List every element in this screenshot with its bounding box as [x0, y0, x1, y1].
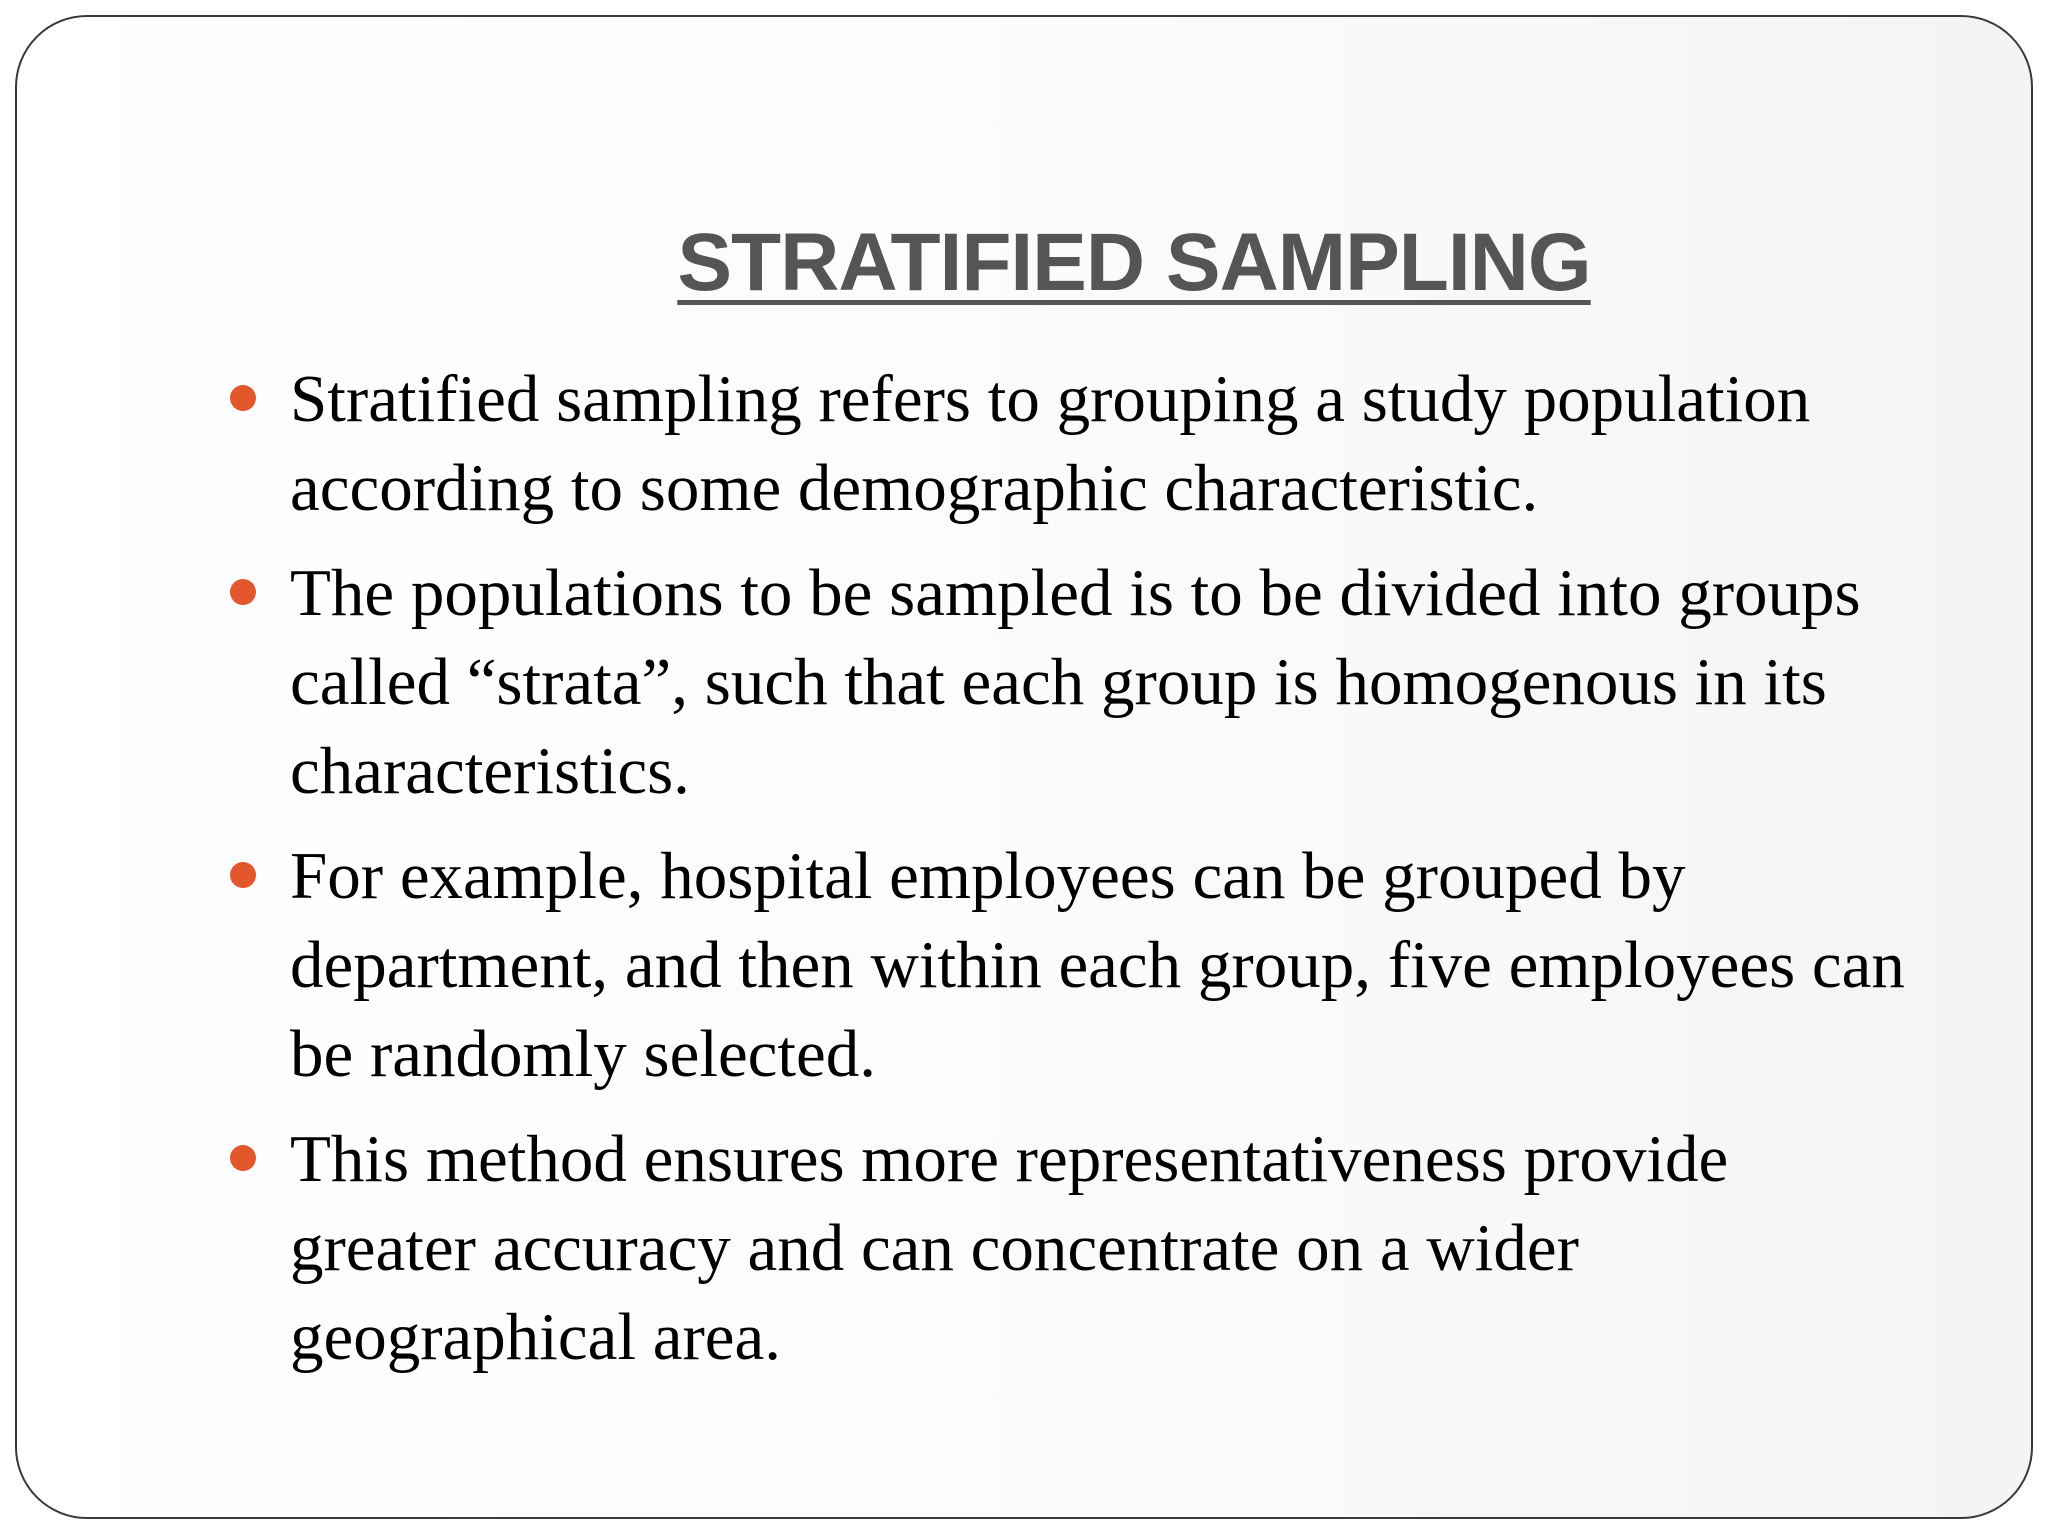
bullet-text: The populations to be sampled is to be divided into groups called “strata”, such that each group is homogenous in its characteristics. — [290, 556, 1861, 808]
bullet-dot-icon — [230, 579, 256, 605]
slide-title — [17, 213, 2031, 313]
bullet-text: For example, hospital employees can be grouped by department, and then within each group, five employees can be randomly selected. — [290, 839, 1905, 1091]
bullet-dot-icon — [230, 862, 256, 888]
slide-frame — [15, 15, 2033, 1519]
bullet-item — [227, 1115, 1927, 1382]
bullet-item — [227, 355, 1927, 533]
bullet-dot-icon — [230, 385, 256, 411]
slide-title-text: STRATIFIED SAMPLING — [677, 217, 1591, 308]
bullet-text: This method ensures more representativeness provide greater accuracy and can concentrate on a wider geographical area. — [290, 1122, 1729, 1374]
bullet-item — [227, 549, 1927, 816]
bullet-dot-icon — [230, 1145, 256, 1171]
bullet-text: Stratified sampling refers to grouping a study population according to some demographic characteristic. — [290, 362, 1811, 525]
bullet-item — [227, 832, 1927, 1099]
bullet-list — [227, 355, 1927, 1398]
